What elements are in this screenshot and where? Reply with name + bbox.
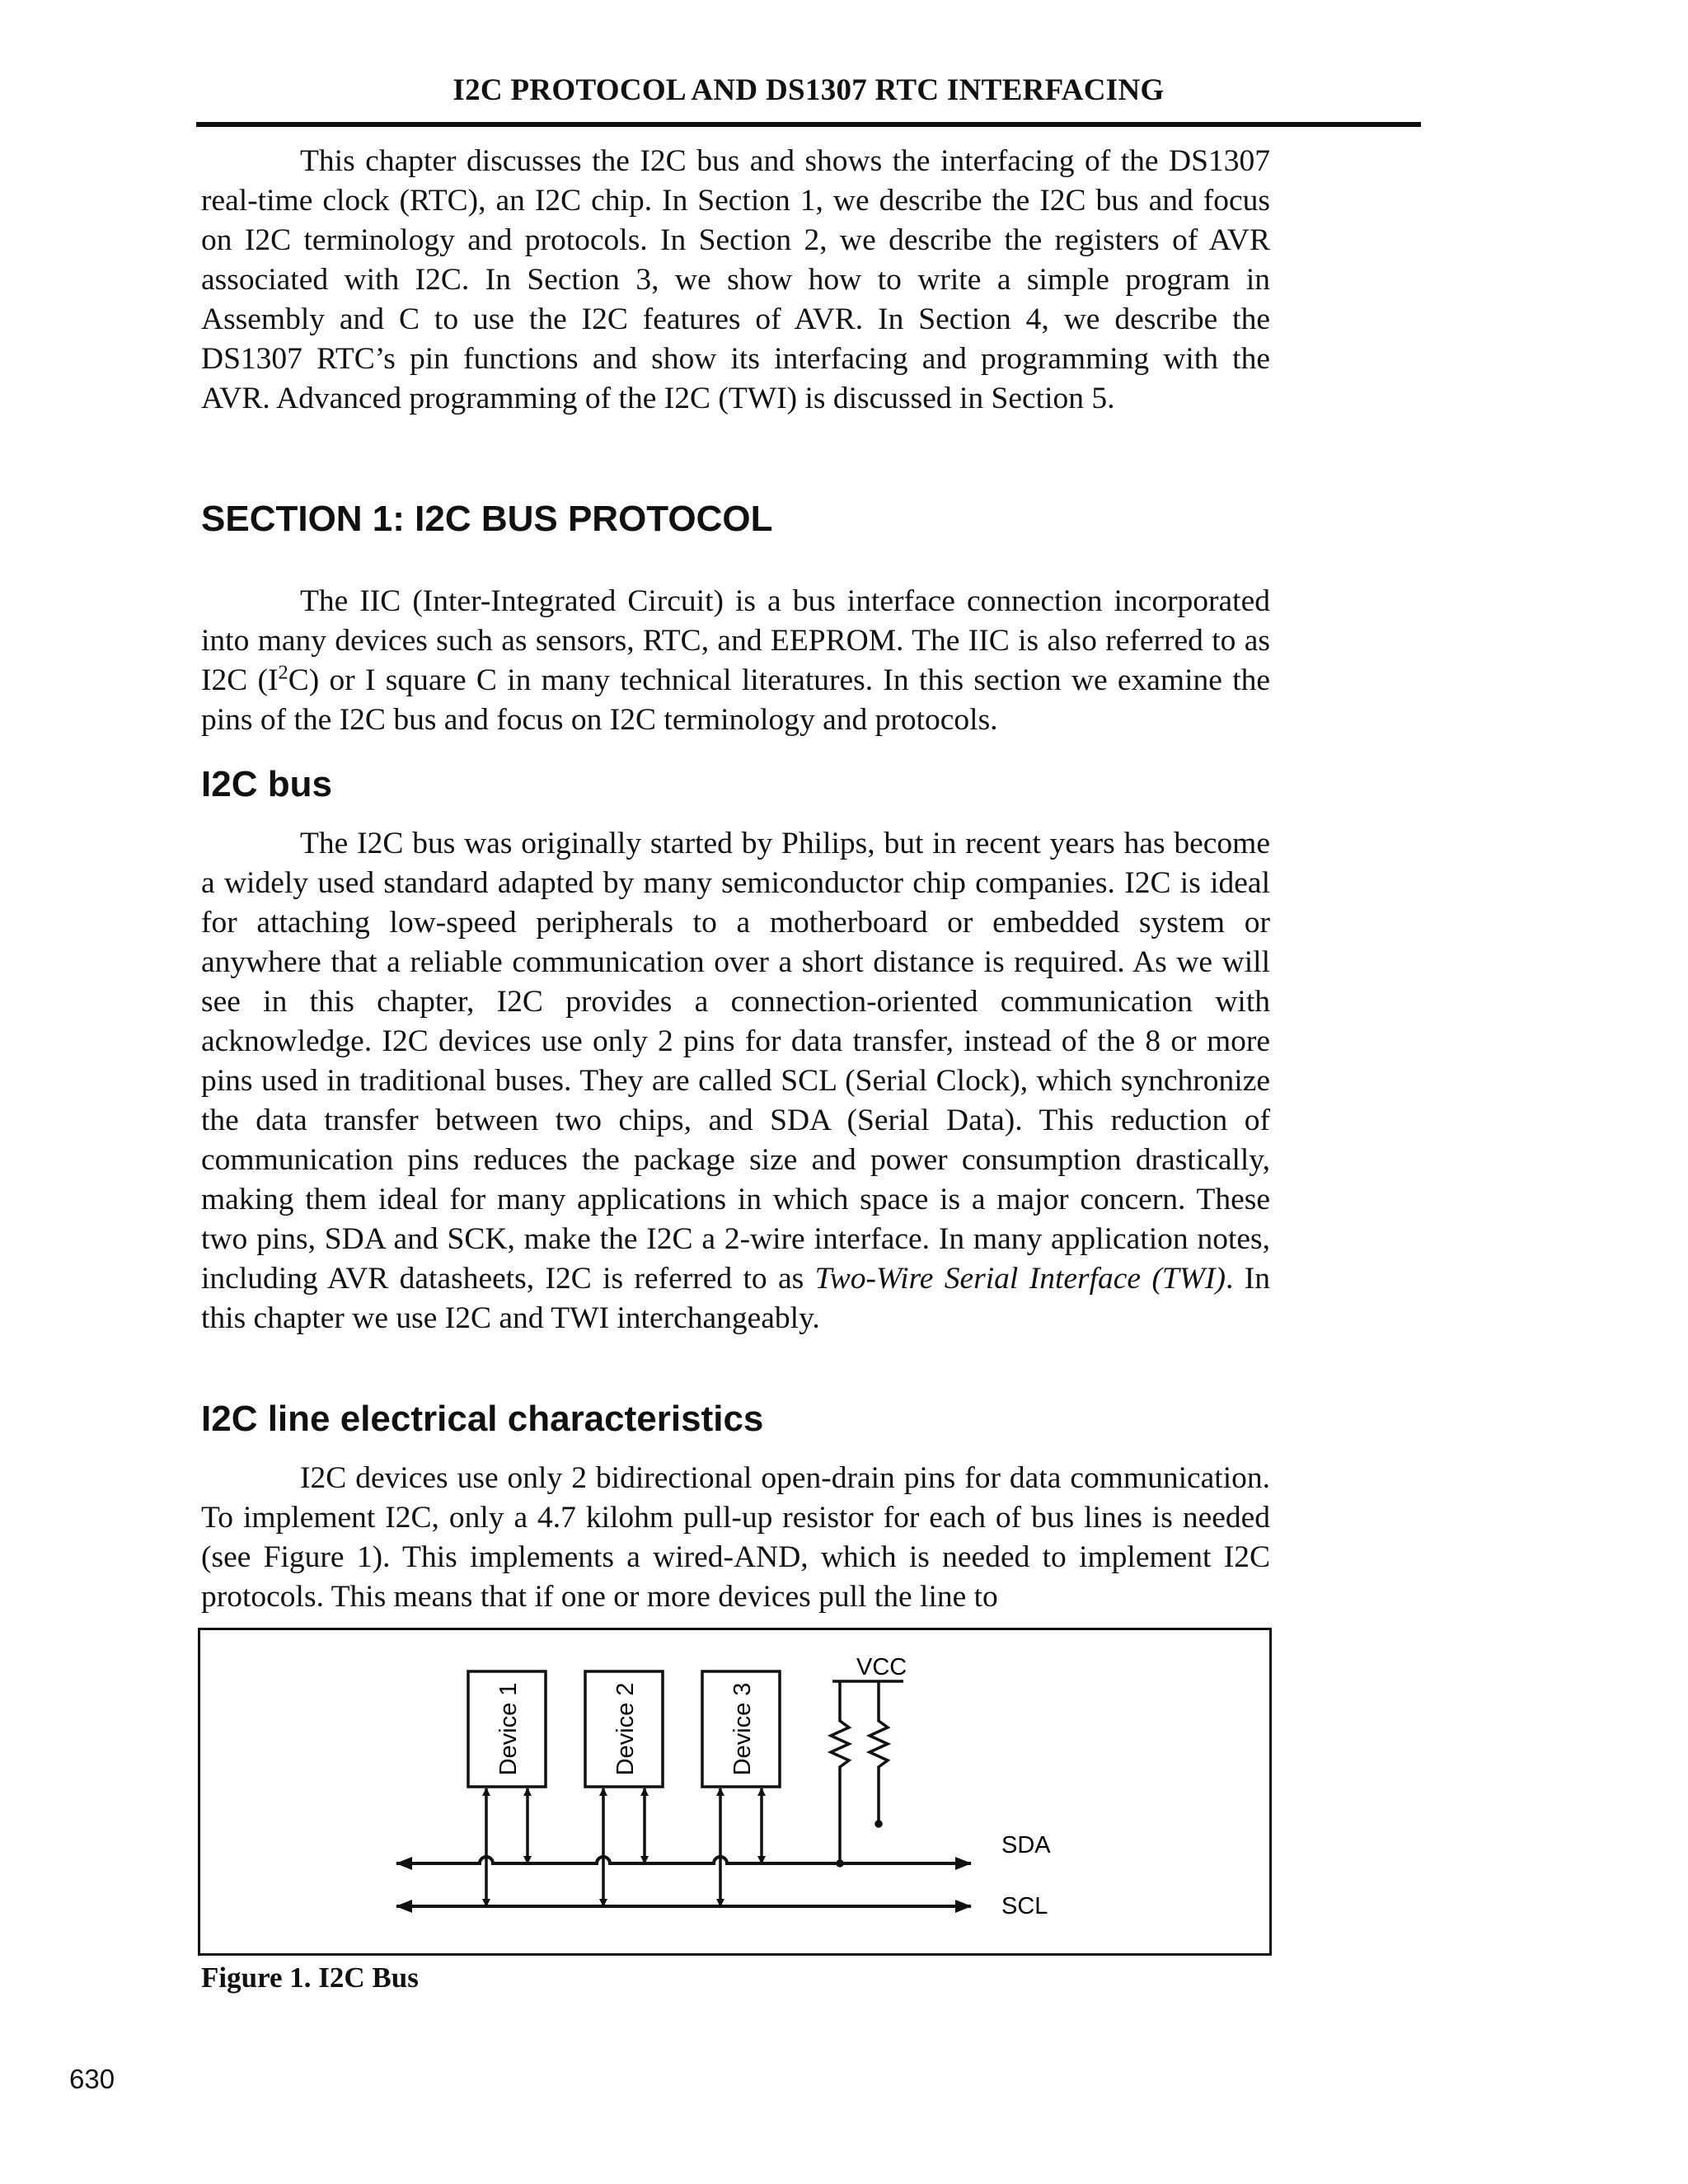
device-1-box	[468, 1671, 546, 1787]
device-connection-arrows	[486, 1788, 762, 1906]
header-rule	[196, 122, 1421, 127]
section1-text-a: The IIC (Inter-Integrated Circuit) is a bus interface connection incorporated into many devices such as sensors, RTC, and EEPROM. The IIC is also referred to as I2C (I	[201, 584, 1270, 697]
intro-paragraph: This chapter discusses the I2C bus and shows the interfacing of the DS1307 real-time clock (RTC), an I2C chip. In Section 1, we describe the I2C bus and focus on I2C terminology and protocols. In Section 2, we describe the registers of AVR associated with I2C. In Section 3, we show how to write a simple program in Assembly and C to use the I2C features of AVR. In Section 4, we describe the DS1307 RTC’s pin functions and show its interfacing and programming with the AVR. Advanced programming of the I2C (TWI) is discussed in Section 5.	[201, 144, 1270, 415]
electrical-paragraph: I2C devices use only 2 bidirectional open-drain pins for data communication. To implement I2C, only a 4.7 kilohm pull-up resistor for each of bus lines is needed (see Figure 1). This implements a wired-AND, which is needed to implement I2C protocols. This means that if one or more devices pull the line to	[201, 1461, 1270, 1614]
figure-caption: Figure 1. I2C Bus	[201, 1961, 419, 1994]
vcc-label: VCC	[856, 1654, 907, 1680]
section1-heading: SECTION 1: I2C BUS PROTOCOL	[201, 499, 773, 539]
device-1-label: Device 1	[495, 1682, 522, 1776]
i2c-bus-paragraph	[201, 824, 1270, 1338]
section1-paragraph	[201, 582, 1270, 740]
sda-line	[396, 1857, 971, 1863]
i2c-bus-heading: I2C bus	[201, 764, 332, 804]
running-head: I2C PROTOCOL AND DS1307 RTC INTERFACING	[452, 73, 1165, 107]
superscript-two: 2	[278, 661, 288, 684]
i2c-bus-text-main: The I2C bus was originally started by Philips, but in recent years has become a widely used standard adapted by many semiconductor chip companies. I2C is ideal for attaching low-speed peripherals to a motherboard or embedded system or anywhere that a reliable communication over a short distance is required. As we will see in this chapter, I2C provides a connection-oriented communication with acknowledge. I2C devices use only 2 pins for data transfer, instead of the 8 or more pins used in traditional buses. They are called SCL (Serial Clock), which synchronize the data transfer between two chips, and SDA (Serial Data). This reduction of communication pins reduces the package size and power consumption drastically, making them ideal for many applications in which space is a major concern. These two pins, SDA and SCK, make the I2C a 2-wire interface. In many application notes, including AVR datasheets, I2C is referred to as	[201, 827, 1270, 1296]
scl-label: SCL	[1001, 1893, 1048, 1919]
pullup-resistor-scl	[870, 1681, 888, 1826]
sda-label: SDA	[1001, 1832, 1051, 1858]
electrical-heading: I2C line electrical characteristics	[201, 1399, 764, 1439]
i2c-bus-diagram	[200, 1630, 1269, 1953]
figure-1-frame	[198, 1628, 1272, 1956]
twi-term: Two-Wire Serial Interface (TWI)	[814, 1262, 1226, 1296]
section1-text-b: C) or I square C in many technical literatures. In this section we examine the pins of the I2C bus and focus on I2C terminology and protocols.	[201, 663, 1271, 737]
i2c-bus-text-end: . In this chapter we use I2C and TWI interchangeably.	[201, 1262, 1270, 1335]
pullup-resistor-sda	[831, 1681, 849, 1866]
device-3-label: Device 3	[729, 1682, 756, 1776]
page-number: 630	[69, 2064, 115, 2094]
device-2-label: Device 2	[612, 1682, 639, 1776]
device-2-box	[585, 1671, 663, 1787]
device-3-box	[702, 1671, 780, 1787]
